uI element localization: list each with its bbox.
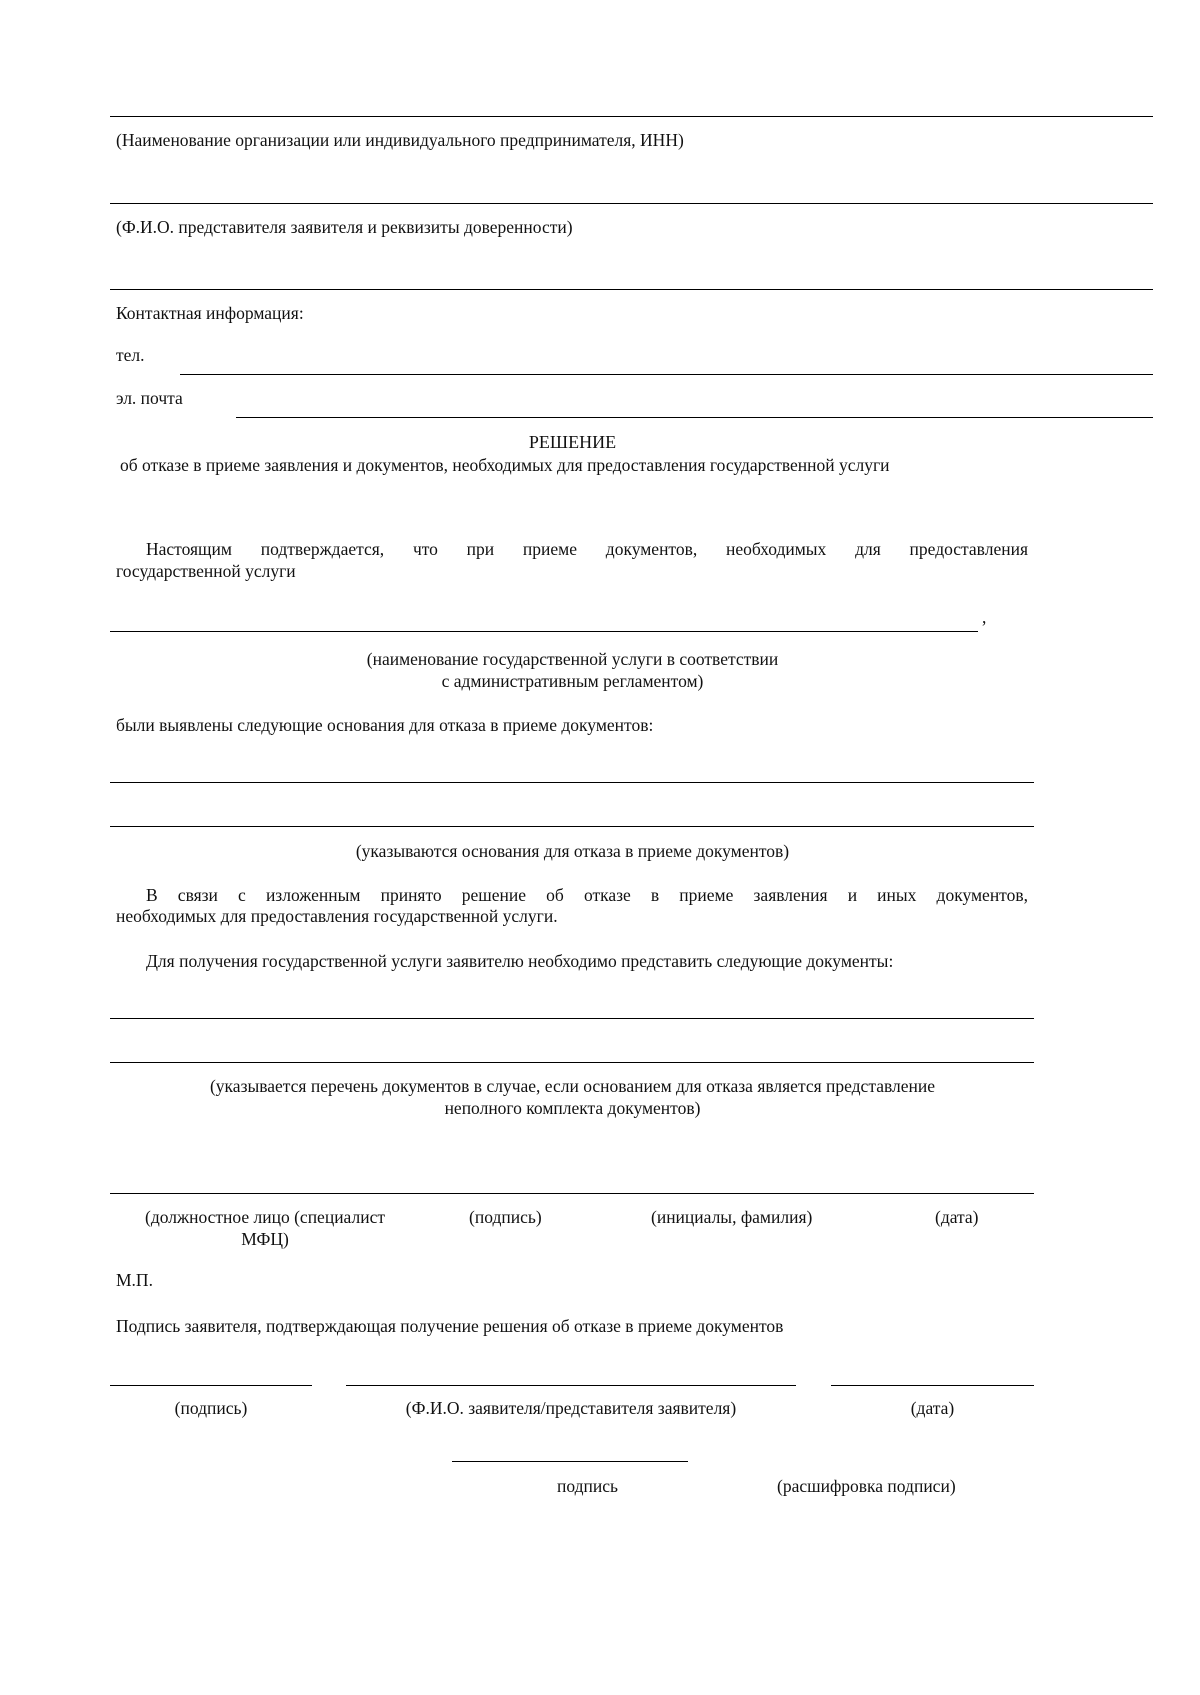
grounds-intro: были выявлены следующие основания для отказа в приеме документов:	[116, 715, 654, 735]
org-line	[110, 116, 1153, 117]
applicant-name-caption: (Ф.И.О. заявителя/представителя заявителя)	[405, 1398, 737, 1418]
intro-line-2: государственной услуги	[116, 561, 296, 581]
decision-subtitle: об отказе в приеме заявления и документов, необходимых для предоставления государственной услуги	[120, 455, 890, 475]
official-signature-line	[110, 1193, 1034, 1194]
applicant-date-caption: (дата)	[910, 1398, 955, 1418]
decision-title: РЕШЕНИЕ	[528, 432, 617, 452]
phone-label: тел.	[116, 345, 145, 365]
grounds-caption: (указываются основания для отказа в приеме документов)	[355, 841, 790, 861]
conclusion-line-2: необходимых для предоставления государственной услуги.	[116, 906, 558, 926]
docs-line-2	[110, 1062, 1034, 1063]
service-caption-2: с административным регламентом)	[441, 671, 704, 691]
intro-line-1: Настоящим подтверждается, что при приеме документов, необходимых для предоставления	[146, 539, 1028, 559]
email-label: эл. почта	[116, 388, 183, 408]
conclusion-line-1: В связи с изложенным принято решение об отказе в приеме заявления и иных документов,	[146, 885, 1028, 905]
final-signature-caption: подпись	[557, 1476, 618, 1496]
applicant-signature-caption: (подпись)	[174, 1398, 248, 1418]
contact-label: Контактная информация:	[116, 303, 304, 323]
official-date-caption: (дата)	[935, 1207, 979, 1227]
grounds-line-1	[110, 782, 1034, 783]
extra-line	[110, 289, 1153, 290]
official-position-1: (должностное лицо (специалист	[145, 1207, 385, 1227]
service-caption-1: (наименование государственной услуги в соответствии	[366, 649, 779, 669]
service-line	[110, 631, 978, 632]
official-position-2: МФЦ)	[241, 1229, 289, 1249]
docs-line-1	[110, 1018, 1034, 1019]
applicant-confirmation-text: Подпись заявителя, подтверждающая получение решения об отказе в приеме документов	[116, 1316, 784, 1336]
official-signature-caption: (подпись)	[469, 1207, 542, 1227]
docs-caption-2: неполного комплекта документов)	[444, 1098, 701, 1118]
applicant-date-line	[831, 1385, 1034, 1386]
org-caption: (Наименование организации или индивидуального предпринимателя, ИНН)	[116, 130, 684, 150]
official-initials-caption: (инициалы, фамилия)	[651, 1207, 813, 1227]
rep-caption: (Ф.И.О. представителя заявителя и реквизиты доверенности)	[116, 217, 573, 237]
stamp-label: М.П.	[116, 1270, 153, 1290]
grounds-line-2	[110, 826, 1034, 827]
final-signature-line	[452, 1461, 688, 1462]
final-decoding-caption: (расшифровка подписи)	[777, 1476, 956, 1496]
email-line	[236, 417, 1153, 418]
rep-line	[110, 203, 1153, 204]
phone-line	[180, 374, 1153, 375]
required-docs-intro: Для получения государственной услуги заявителю необходимо представить следующие документы:	[146, 951, 894, 971]
service-line-comma: ,	[982, 607, 987, 627]
applicant-signature-line	[110, 1385, 312, 1386]
docs-caption-1: (указывается перечень документов в случае, если основанием для отказа является представление	[209, 1076, 935, 1096]
applicant-name-line	[346, 1385, 796, 1386]
